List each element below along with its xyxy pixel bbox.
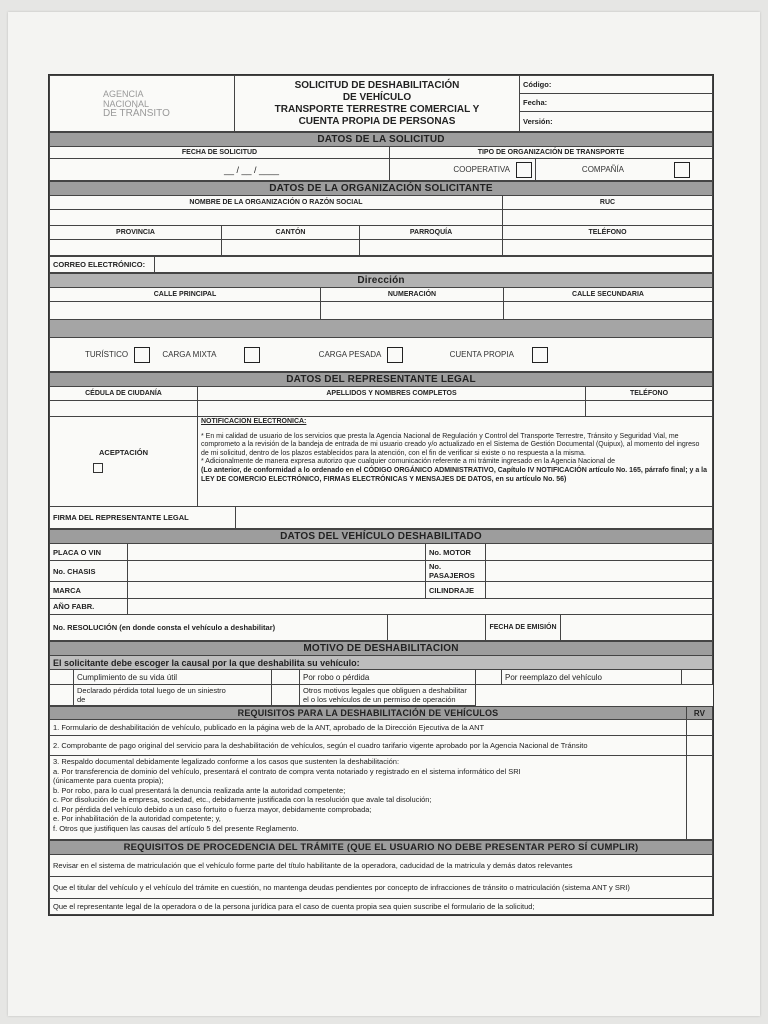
cooperativa-checkbox[interactable] <box>516 162 532 178</box>
firma-label: FIRMA DEL REPRESENTANTE LEGAL <box>50 507 236 529</box>
anio-label: AÑO FABR. <box>50 599 128 615</box>
opt3-label: Por reemplazo del vehículo <box>502 670 682 685</box>
requisitos-table <box>49 706 713 840</box>
procedencia-table <box>49 840 713 915</box>
chasis-label: No. CHASIS <box>50 561 128 582</box>
calle-secundaria-field[interactable] <box>504 302 713 320</box>
turistico-checkbox[interactable] <box>134 347 150 363</box>
cedula-field[interactable] <box>50 401 198 417</box>
opt3-extra[interactable] <box>682 670 713 685</box>
representante-table <box>49 372 713 529</box>
requisito-3: 3. Respaldo documental debidamente legalizado conforme a los casos que sustenten la deshabilitación: a. Por transferencia de dominio del vehículo, presentará el contrato de compra venta notariado y registrado en el sistema informático del SRI (únicamente para cuenta propia); b. Por robo, para lo cual presentará la denuncia realizada ante la autoridad competente; c. Por disolución de la empresa, sociedad, etc., debidamente justificada con la resolución que avale tal disolución; d. Por pérdida del vehículo debido a un caso fortuito o fuerza mayor, debidamente comprobada; e. Por inhabilitación de la autoridad competente; y, f. Otros que justifiquen las causas del artículo 5 del presente Reglamento. <box>50 756 687 840</box>
cilindraje-label: CILINDRAJE <box>426 582 486 599</box>
organizacion-table <box>49 181 713 256</box>
tipo-org-label: TIPO DE ORGANIZACIÓN DE TRANSPORTE <box>390 147 713 159</box>
opt1-checkbox[interactable] <box>50 670 74 685</box>
fecha-emision-field[interactable] <box>561 615 713 641</box>
opt3-checkbox[interactable] <box>476 670 502 685</box>
solicitud-section: DATOS DE LA SOLICITUD <box>50 133 713 147</box>
gray-divider <box>50 320 713 338</box>
procedencia-section: REQUISITOS DE PROCEDENCIA DEL TRÁMITE (QUE EL USUARIO NO DEBE PRESENTAR PERO SÍ CUMPLIR) <box>50 841 713 855</box>
parroquia-field[interactable] <box>360 240 503 256</box>
fecha-emision-label: FECHA DE EMISIÓN <box>486 615 561 641</box>
agency-logo: AGENCIA NACIONAL DE TRÁNSITO <box>50 76 235 132</box>
representante-section: DATOS DEL REPRESENTANTE LEGAL <box>50 373 713 387</box>
correo-label: CORREO ELECTRÓNICO: <box>50 257 155 273</box>
pasajeros-field[interactable] <box>486 561 713 582</box>
placa-field[interactable] <box>128 544 426 561</box>
fecha-solicitud-field[interactable]: __ / __ / ____ <box>50 159 390 181</box>
parroquia-label: PARROQUÍA <box>360 226 503 240</box>
opt2-checkbox[interactable] <box>272 670 300 685</box>
cilindraje-field[interactable] <box>486 582 713 599</box>
organizacion-section: DATOS DE LA ORGANIZACIÓN SOLICITANTE <box>50 182 713 196</box>
numeracion-field[interactable] <box>321 302 504 320</box>
rv-3[interactable] <box>687 756 713 840</box>
rv-2[interactable] <box>687 736 713 756</box>
procedencia-2: Que el titular del vehículo y el vehículo del trámite en cuestión, no mantenga deudas pendientes por concepto de infracciones de tránsito o matriculación (sistema ANT y SRI) <box>50 877 713 899</box>
motivo-section: MOTIVO DE DESHABILITACION <box>50 642 713 656</box>
opt4-label: Declarado pérdida total luego de un siniestro de <box>74 685 272 706</box>
opt5-checkbox[interactable] <box>272 685 300 706</box>
codigo-label: Código: <box>520 76 713 94</box>
numeracion-label: NUMERACIÓN <box>321 288 504 302</box>
placa-label: PLACA O VIN <box>50 544 128 561</box>
header-table <box>49 75 713 132</box>
opt4-checkbox[interactable] <box>50 685 74 706</box>
fecha-solicitud-label: FECHA DE SOLICITUD <box>50 147 390 159</box>
resolucion-label: No. RESOLUCIÓN (en donde consta el vehículo a deshabilitar) <box>50 615 388 641</box>
motivo-table <box>49 641 713 706</box>
canton-label: CANTÓN <box>222 226 360 240</box>
requisito-2: 2. Comprobante de pago original del servicio para la deshabilitación de vehículos, según el cuadro tarifario vigente aprobado por la Agencia Nacional de Tránsito <box>50 736 687 756</box>
notificacion-text: NOTIFICACION ELECTRONICA: * En mi calidad de usuario de los servicios que presta la Agencia Nacional de Regulación y Control del Transporte Terrestre, Tránsito y Seguridad Vial, me comprometo a la revisión de la bandeja de entrada de mi usuario creado y/o actualizado en el Sistema de Gestión Documental (Quipux), al momento del ingreso de mi solicitud, dentro de los plazos establecidos para la atención, con el fin de verificar si existe o no respuesta a la misma. * Adicionalmente de manera expresa autorizo que cualquier comunicación referente a mi trámite ingresado en la Agencia Nacional de (Lo anterior, de conformidad a lo ordenado en el CÓDIGO ORGÁNICO ADMINISTRATIVO, Capítulo IV NOTIFICACIÓN artículo No. 165, párrafo final; y a la LEY DE COMERCIO ELECTRÓNICO, FIRMAS ELECTRÓNICAS Y MENSAJES DE DATOS, en su artículo No. 56) <box>198 417 713 507</box>
procedencia-1: Revisar en el sistema de matriculación que el vehículo forme parte del título habilitante de la operadora, caducidad de la matricula y demás datos relevantes <box>50 855 713 877</box>
fecha-label: Fecha: <box>520 94 713 112</box>
motor-label: No. MOTOR <box>426 544 486 561</box>
version-label: Versión: <box>520 112 713 132</box>
provincia-label: PROVINCIA <box>50 226 222 240</box>
requisitos-section: REQUISITOS PARA LA DESHABILITACIÓN DE VEHÍCULOS <box>50 707 687 720</box>
direccion-table <box>49 273 713 372</box>
tipo-transporte-row: TURÍSTICO CARGA MIXTA CARGA PESADA CUENTA PROPIA <box>50 338 713 372</box>
opt5-label: Otros motivos legales que obliguen a deshabilitar el o los vehículos de un permiso de operación <box>300 685 476 706</box>
telefono-rep-field[interactable] <box>586 401 713 417</box>
aceptacion-cell: ACEPTACIÓN <box>50 417 198 507</box>
opt1-label: Cumplimiento de su vida útil <box>74 670 272 685</box>
pasajeros-label: No. PASAJEROS <box>426 561 486 582</box>
calle-secundaria-label: CALLE SECUNDARIA <box>504 288 713 302</box>
apellidos-field[interactable] <box>198 401 586 417</box>
calle-principal-label: CALLE PRINCIPAL <box>50 288 321 302</box>
chasis-field[interactable] <box>128 561 426 582</box>
ruc-field[interactable] <box>503 210 713 226</box>
marca-label: MARCA <box>50 582 128 599</box>
carga-pesada-checkbox[interactable] <box>387 347 403 363</box>
canton-field[interactable] <box>222 240 360 256</box>
carga-mixta-checkbox[interactable] <box>244 347 260 363</box>
vehiculo-table <box>49 529 713 641</box>
apellidos-label: APELLIDOS Y NOMBRES COMPLETOS <box>198 387 586 401</box>
solicitud-table <box>49 132 713 181</box>
vehiculo-section: DATOS DEL VEHÍCULO DESHABILITADO <box>50 530 713 544</box>
marca-field[interactable] <box>128 582 426 599</box>
telefono-org-label: TELÉFONO <box>503 226 713 240</box>
rv-label: RV <box>687 707 713 720</box>
motor-field[interactable] <box>486 544 713 561</box>
direccion-section: Dirección <box>50 274 713 288</box>
cuenta-propia-checkbox[interactable] <box>532 347 548 363</box>
firma-field[interactable] <box>236 507 713 529</box>
telefono-org-field[interactable] <box>503 240 713 256</box>
procedencia-3: Que el representante legal de la operadora o de la persona jurídica para el caso de cuenta propia sea quien suscribe el formulario de la solicitud; <box>50 899 713 915</box>
form-title: SOLICITUD DE DESHABILITACIÓN DE VEHÍCULO TRANSPORTE TERRESTRE COMERCIAL Y CUENTA PROPIA DE PERSONAS <box>235 76 520 132</box>
aceptacion-checkbox[interactable] <box>93 463 103 473</box>
cooperativa-option[interactable]: COOPERATIVA <box>390 159 536 181</box>
correo-field[interactable] <box>155 257 713 273</box>
compania-checkbox[interactable] <box>674 162 690 178</box>
correo-table <box>49 256 713 273</box>
calle-principal-field[interactable] <box>50 302 321 320</box>
cedula-label: CÉDULA DE CIUDANÍA <box>50 387 198 401</box>
motivo-instruccion: El solicitante debe escoger la causal por la que deshabilita su vehículo: <box>50 656 713 670</box>
anio-field[interactable] <box>128 599 713 615</box>
nombre-org-field[interactable] <box>50 210 503 226</box>
resolucion-field[interactable] <box>388 615 486 641</box>
opt2-label: Por robo o pérdida <box>300 670 476 685</box>
telefono-rep-label: TELÉFONO <box>586 387 713 401</box>
ruc-label: RUC <box>503 196 713 210</box>
nombre-org-label: NOMBRE DE LA ORGANIZACIÓN O RAZÓN SOCIAL <box>50 196 503 210</box>
requisito-1: 1. Formulario de deshabilitación de vehículo, publicado en la página web de la ANT, aprobado de la Dirección Ejecutiva de la ANT <box>50 720 687 736</box>
form <box>48 74 714 916</box>
provincia-field[interactable] <box>50 240 222 256</box>
compania-option[interactable]: COMPAÑÍA <box>536 159 713 181</box>
rv-1[interactable] <box>687 720 713 736</box>
